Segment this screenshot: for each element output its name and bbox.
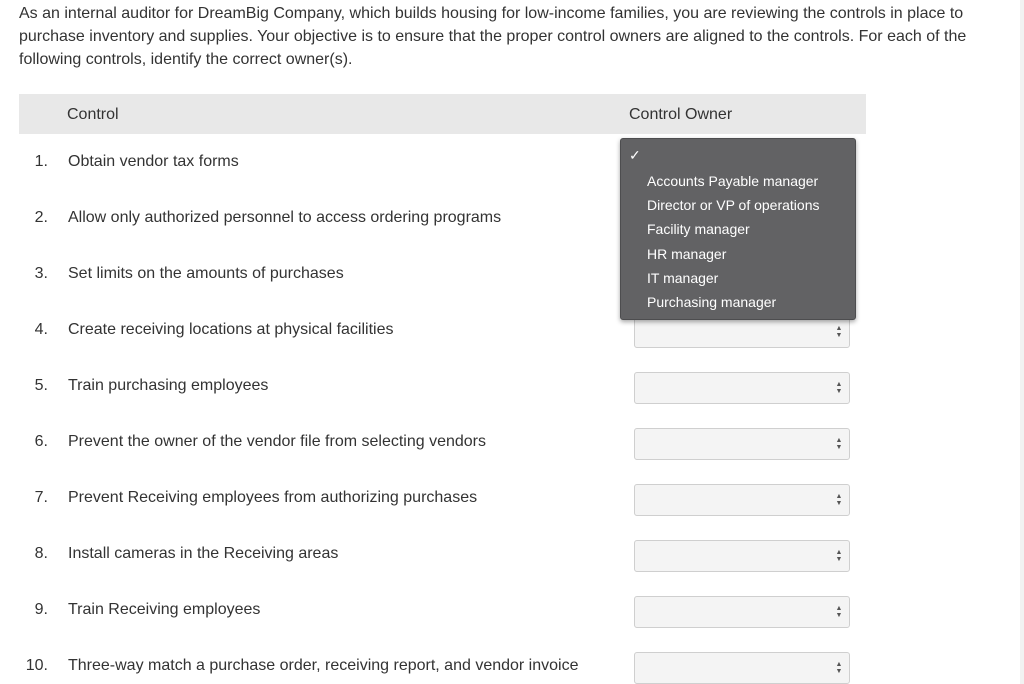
control-row-9 xyxy=(0,601,620,625)
instructions-text: As an internal auditor for DreamBig Company, which builds housing for low-income families, you are reviewing the controls in place to purchase inventory and supplies. Your objective is to ensure that the proper control owners are aligned to the controls. For each of the following controls, identify the correct owner(s). xyxy=(19,5,967,68)
control-text: Prevent Receiving employees from authorizing purchases xyxy=(68,489,478,506)
owner-dropdown-menu[interactable] xyxy=(620,138,856,320)
owner-select-5[interactable] xyxy=(634,372,850,404)
column-header-control: Control xyxy=(67,106,119,123)
control-row-1 xyxy=(0,153,620,177)
control-row-8 xyxy=(0,545,620,569)
control-text: Set limits on the amounts of purchases xyxy=(68,265,344,282)
control-row-2 xyxy=(0,209,620,233)
control-number: 10. xyxy=(25,657,48,674)
table-header xyxy=(19,94,866,134)
control-row-5 xyxy=(0,377,620,401)
control-number: 4. xyxy=(34,321,48,338)
control-text: Install cameras in the Receiving areas xyxy=(68,545,339,562)
owner-select-6[interactable] xyxy=(634,428,850,460)
control-number: 2. xyxy=(34,209,48,226)
select-arrows-icon: ▲ ▼ xyxy=(835,381,843,395)
select-arrows-icon: ▲ ▼ xyxy=(835,325,843,339)
control-row-7 xyxy=(0,489,620,513)
control-number: 5. xyxy=(34,377,48,394)
control-number: 7. xyxy=(34,489,48,506)
owner-select-4[interactable] xyxy=(634,316,850,348)
column-header-control-owner: Control Owner xyxy=(629,106,733,123)
control-text: Create receiving locations at physical facilities xyxy=(68,321,394,338)
select-arrows-icon: ▲ ▼ xyxy=(835,493,843,507)
control-row-4 xyxy=(0,321,620,345)
scrollbar[interactable] xyxy=(1020,0,1024,684)
dropdown-option[interactable]: IT manager xyxy=(647,270,719,286)
dropdown-option[interactable]: Director or VP of operations xyxy=(647,197,820,213)
control-row-10 xyxy=(0,657,620,681)
control-number: 8. xyxy=(34,545,48,562)
control-row-6 xyxy=(0,433,620,457)
control-text: Obtain vendor tax forms xyxy=(68,153,239,170)
dropdown-option[interactable]: Purchasing manager xyxy=(647,294,777,310)
select-arrows-icon: ▲ ▼ xyxy=(835,661,843,675)
checkmark-icon: ✓ xyxy=(629,147,641,163)
control-number: 3. xyxy=(34,265,48,282)
select-arrows-icon: ▲ ▼ xyxy=(835,437,843,451)
select-arrows-icon: ▲ ▼ xyxy=(835,605,843,619)
control-number: 9. xyxy=(34,601,48,618)
dropdown-option[interactable]: HR manager xyxy=(647,246,727,262)
owner-select-10[interactable] xyxy=(634,652,850,684)
control-text: Prevent the owner of the vendor file from selecting vendors xyxy=(68,433,486,450)
owner-select-8[interactable] xyxy=(634,540,850,572)
control-text: Allow only authorized personnel to access ordering programs xyxy=(68,209,502,226)
owner-select-7[interactable] xyxy=(634,484,850,516)
control-text: Train purchasing employees xyxy=(68,377,269,394)
control-number: 1. xyxy=(34,153,48,170)
dropdown-option[interactable]: Facility manager xyxy=(647,221,750,237)
dropdown-option[interactable]: Accounts Payable manager xyxy=(647,173,819,189)
control-text: Three-way match a purchase order, receiving report, and vendor invoice xyxy=(68,657,579,674)
control-row-3 xyxy=(0,265,620,289)
select-arrows-icon: ▲ ▼ xyxy=(835,549,843,563)
control-text: Train Receiving employees xyxy=(68,601,261,618)
control-number: 6. xyxy=(34,433,48,450)
owner-select-9[interactable] xyxy=(634,596,850,628)
